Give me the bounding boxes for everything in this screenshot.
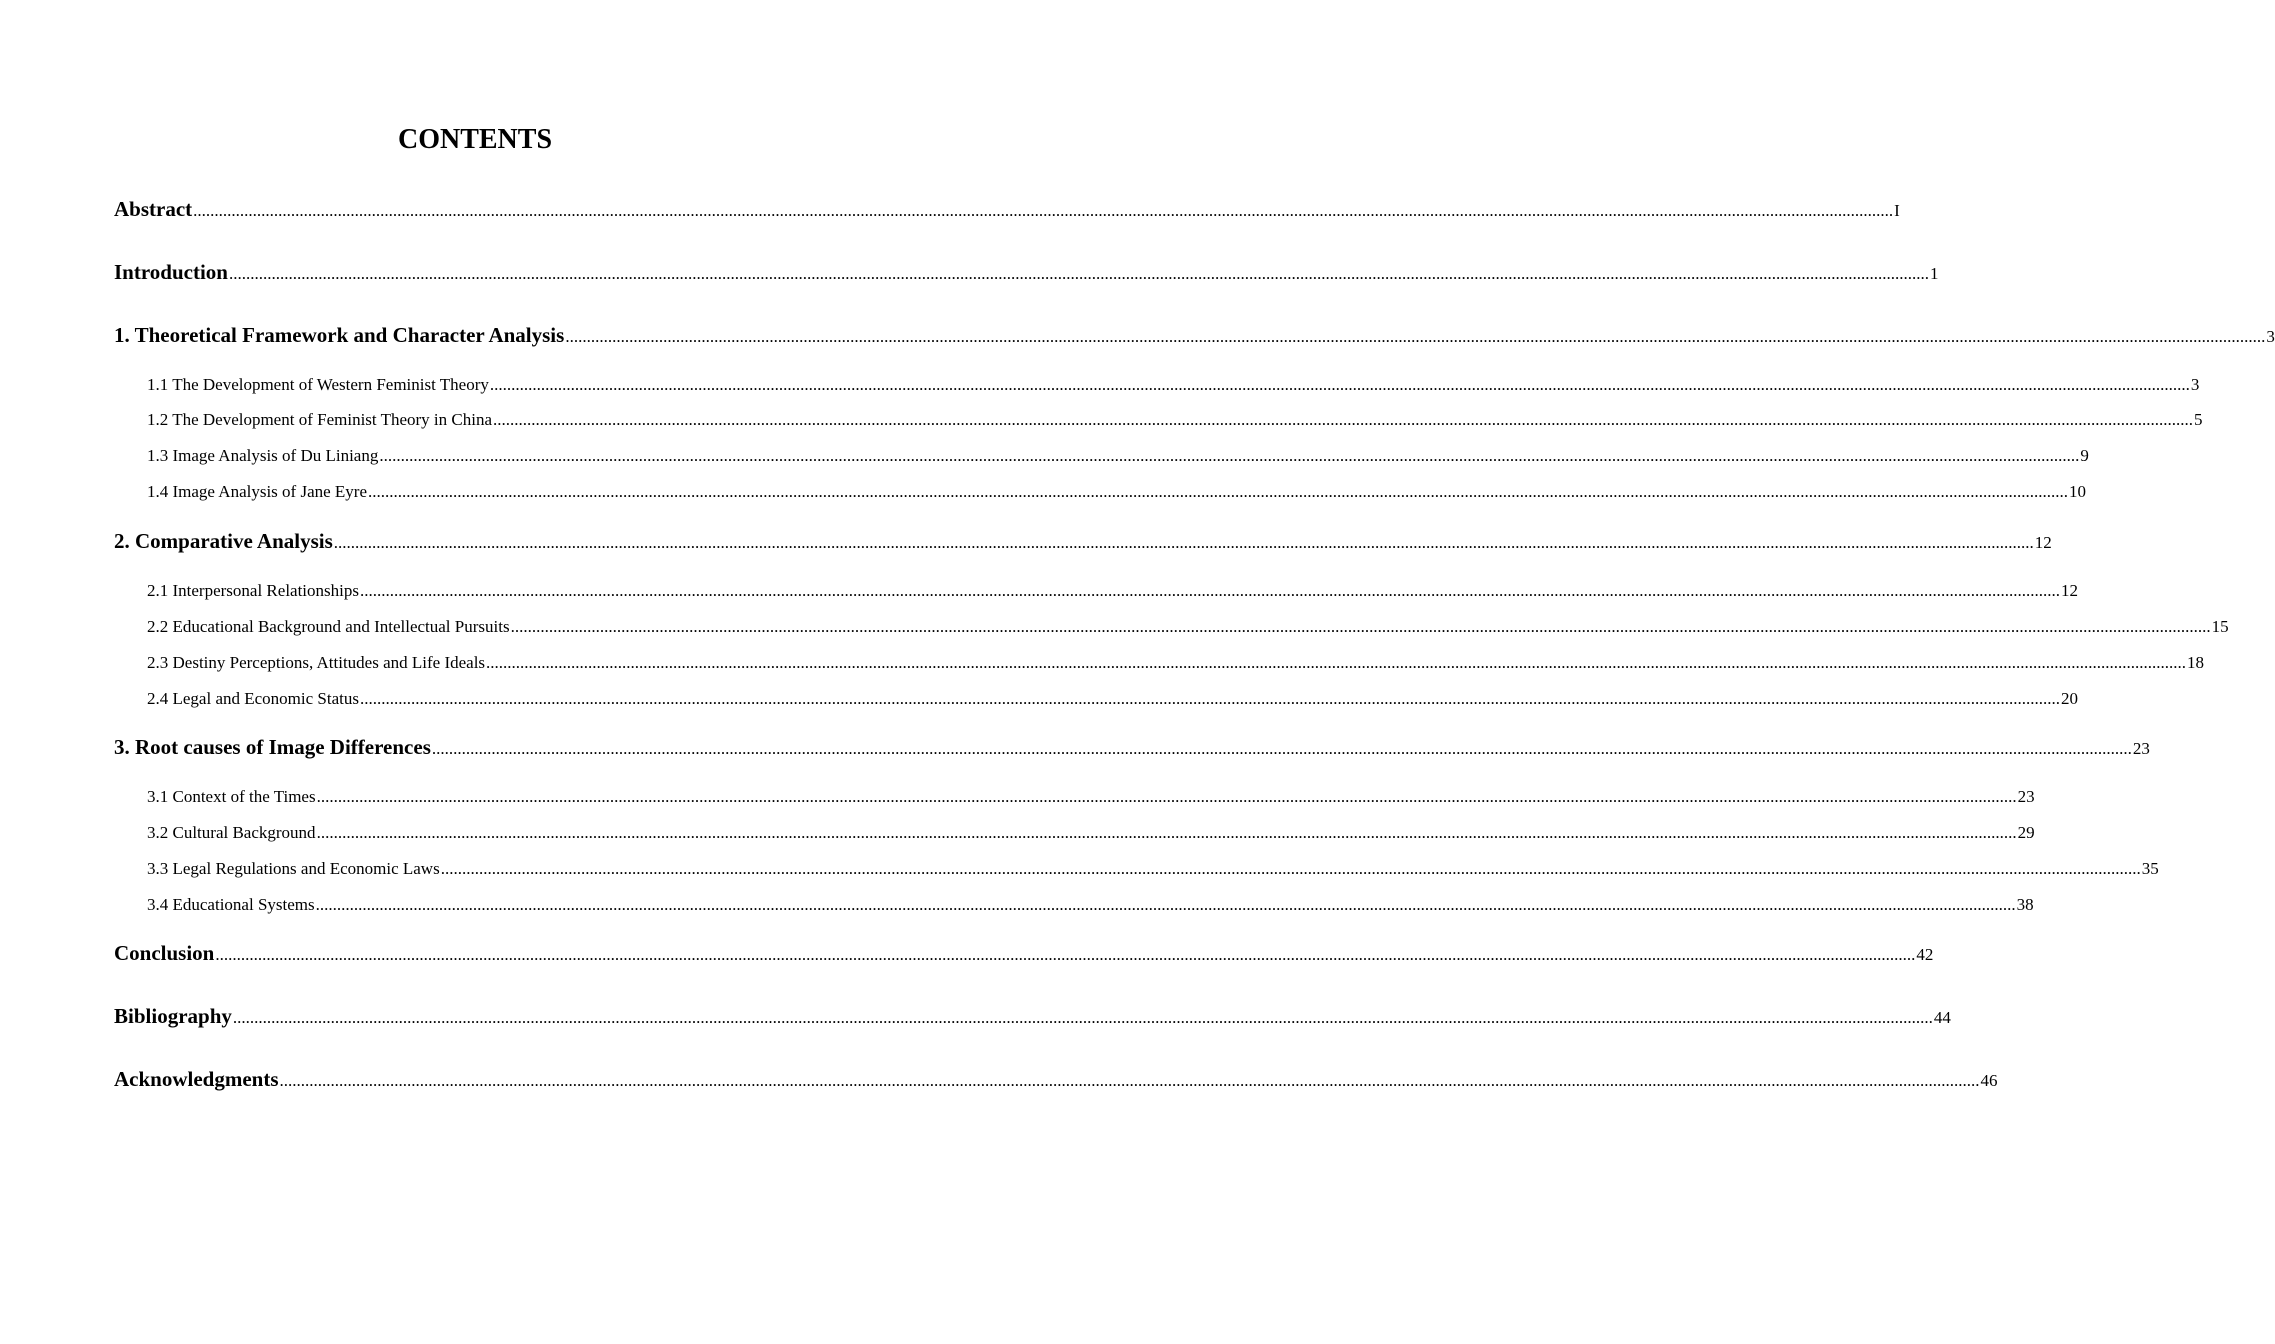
toc-entry-abstract[interactable] [114,195,1900,225]
toc-entry-section-2-1[interactable] [147,580,2078,602]
toc-entry-label: 1.3 Image Analysis of Du Liniang [147,446,379,465]
toc-entry-label: 1.1 The Development of Western Feminist Theory [147,375,489,394]
toc-dot-leader: ................................................................................................................................................................................................................................................................................................................................................................................................................ [316,823,2017,842]
toc-entry-label: 2.3 Destiny Perceptions, Attitudes and Life Ideals [147,653,486,672]
toc-dot-leader: ................................................................................................................................................................................................................................................................................................................................................................................................................ [215,945,1916,964]
toc-entry-label: Conclusion [114,941,215,965]
toc-dot-leader: ................................................................................................................................................................................................................................................................................................................................................................................................................ [489,375,2190,394]
toc-entry-label: 2.2 Educational Background and Intellectual Pursuits [147,617,510,636]
toc-entry-label: Abstract [114,197,193,221]
toc-entry-label: 3.4 Educational Systems [147,895,315,914]
toc-dot-leader: ................................................................................................................................................................................................................................................................................................................................................................................................................ [431,739,2132,758]
toc-entry-section-2-2[interactable] [147,616,2229,638]
toc-dot-leader: ................................................................................................................................................................................................................................................................................................................................................................................................................ [228,264,1929,283]
toc-entry-chapter-1[interactable] [114,321,2275,351]
toc-dot-leader: ................................................................................................................................................................................................................................................................................................................................................................................................................ [565,327,2266,346]
toc-entry-section-1-4[interactable] [147,481,2086,503]
toc-entry-section-1-1[interactable] [147,374,2200,396]
toc-page-number: I [1894,201,1900,220]
toc-dot-leader: ................................................................................................................................................................................................................................................................................................................................................................................................................ [316,787,2017,806]
toc-dot-leader: ................................................................................................................................................................................................................................................................................................................................................................................................................ [359,689,2060,708]
toc-dot-leader: ................................................................................................................................................................................................................................................................................................................................................................................................................ [379,446,2080,465]
toc-entry-label: 3.1 Context of the Times [147,787,316,806]
toc-page-number: 3 [2190,375,2200,394]
toc-dot-leader: ................................................................................................................................................................................................................................................................................................................................................................................................................ [510,617,2211,636]
toc-entry-chapter-3[interactable] [114,733,2150,763]
toc-page-number: 23 [2017,787,2035,806]
toc-entry-section-3-2[interactable] [147,822,2035,844]
toc-dot-leader: ................................................................................................................................................................................................................................................................................................................................................................................................................ [493,410,2193,429]
toc-entry-chapter-2[interactable] [114,527,2052,557]
toc-page-number: 9 [2080,446,2089,465]
toc-entry-section-2-4[interactable] [147,688,2078,710]
toc-page-number: 12 [2034,533,2052,552]
toc-page-number: 1 [1929,264,1939,283]
toc-page-number: 5 [2194,410,2203,429]
toc-dot-leader: ................................................................................................................................................................................................................................................................................................................................................................................................................ [193,201,1894,220]
toc-entry-label: 3.2 Cultural Background [147,823,316,842]
toc-page-number: 12 [2061,581,2078,600]
toc-entry-label: 1.2 The Development of Feminist Theory in China [147,410,492,429]
toc-page-number: 20 [2060,689,2078,708]
toc-dot-leader: ................................................................................................................................................................................................................................................................................................................................................................................................................ [440,859,2141,878]
toc-page-number: 18 [2187,653,2205,672]
toc-dot-leader: ................................................................................................................................................................................................................................................................................................................................................................................................................ [315,895,2016,914]
toc-entry-section-3-3[interactable] [147,858,2159,880]
toc-entry-introduction[interactable] [114,258,1939,288]
toc-entry-label: 1. Theoretical Framework and Character Analysis [114,323,565,347]
toc-dot-leader: ................................................................................................................................................................................................................................................................................................................................................................................................................ [333,533,2034,552]
toc-entry-label: 2.1 Interpersonal Relationships [147,581,359,600]
toc-dot-leader: ................................................................................................................................................................................................................................................................................................................................................................................................................ [486,653,2187,672]
toc-dot-leader: ................................................................................................................................................................................................................................................................................................................................................................................................................ [368,482,2068,501]
toc-entry-label: Bibliography [114,1004,232,1028]
toc-entry-section-3-1[interactable] [147,786,2035,808]
toc-page-number: 15 [2211,617,2229,636]
toc-page-number: 10 [2069,482,2086,501]
toc-entry-section-1-2[interactable] [147,409,2203,431]
toc-page-number: 3 [2266,327,2275,346]
toc-page-number: 29 [2017,823,2035,842]
toc-entry-label: Acknowledgments [114,1067,279,1091]
toc-dot-leader: ................................................................................................................................................................................................................................................................................................................................................................................................................ [360,581,2060,600]
toc-page-number: 42 [1916,945,1934,964]
toc-page-number: 46 [1980,1071,1998,1090]
toc-page-number: 38 [2016,895,2034,914]
toc-page-number: 23 [2132,739,2150,758]
toc-entry-acknowledgments[interactable] [114,1065,1998,1095]
toc-entry-bibliography[interactable] [114,1002,1951,1032]
toc-entry-section-3-4[interactable] [147,894,2034,916]
toc-entry-conclusion[interactable] [114,939,1934,969]
toc-entry-label: 1.4 Image Analysis of Jane Eyre [147,482,367,501]
toc-entry-label: 3.3 Legal Regulations and Economic Laws [147,859,440,878]
toc-entry-label: 2. Comparative Analysis [114,529,333,553]
toc-dot-leader: ................................................................................................................................................................................................................................................................................................................................................................................................................ [232,1008,1933,1027]
toc-entry-section-1-3[interactable] [147,445,2089,467]
toc-page-number: 44 [1933,1008,1951,1027]
toc-entry-section-2-3[interactable] [147,652,2205,674]
page-title: CONTENTS [397,124,553,155]
toc-page-number: 35 [2141,859,2159,878]
toc-entry-label: 2.4 Legal and Economic Status [147,689,359,708]
toc-entry-label: Introduction [114,260,228,284]
toc-dot-leader: ................................................................................................................................................................................................................................................................................................................................................................................................................ [279,1071,1980,1090]
toc-entry-label: 3. Root causes of Image Differences [114,735,431,759]
